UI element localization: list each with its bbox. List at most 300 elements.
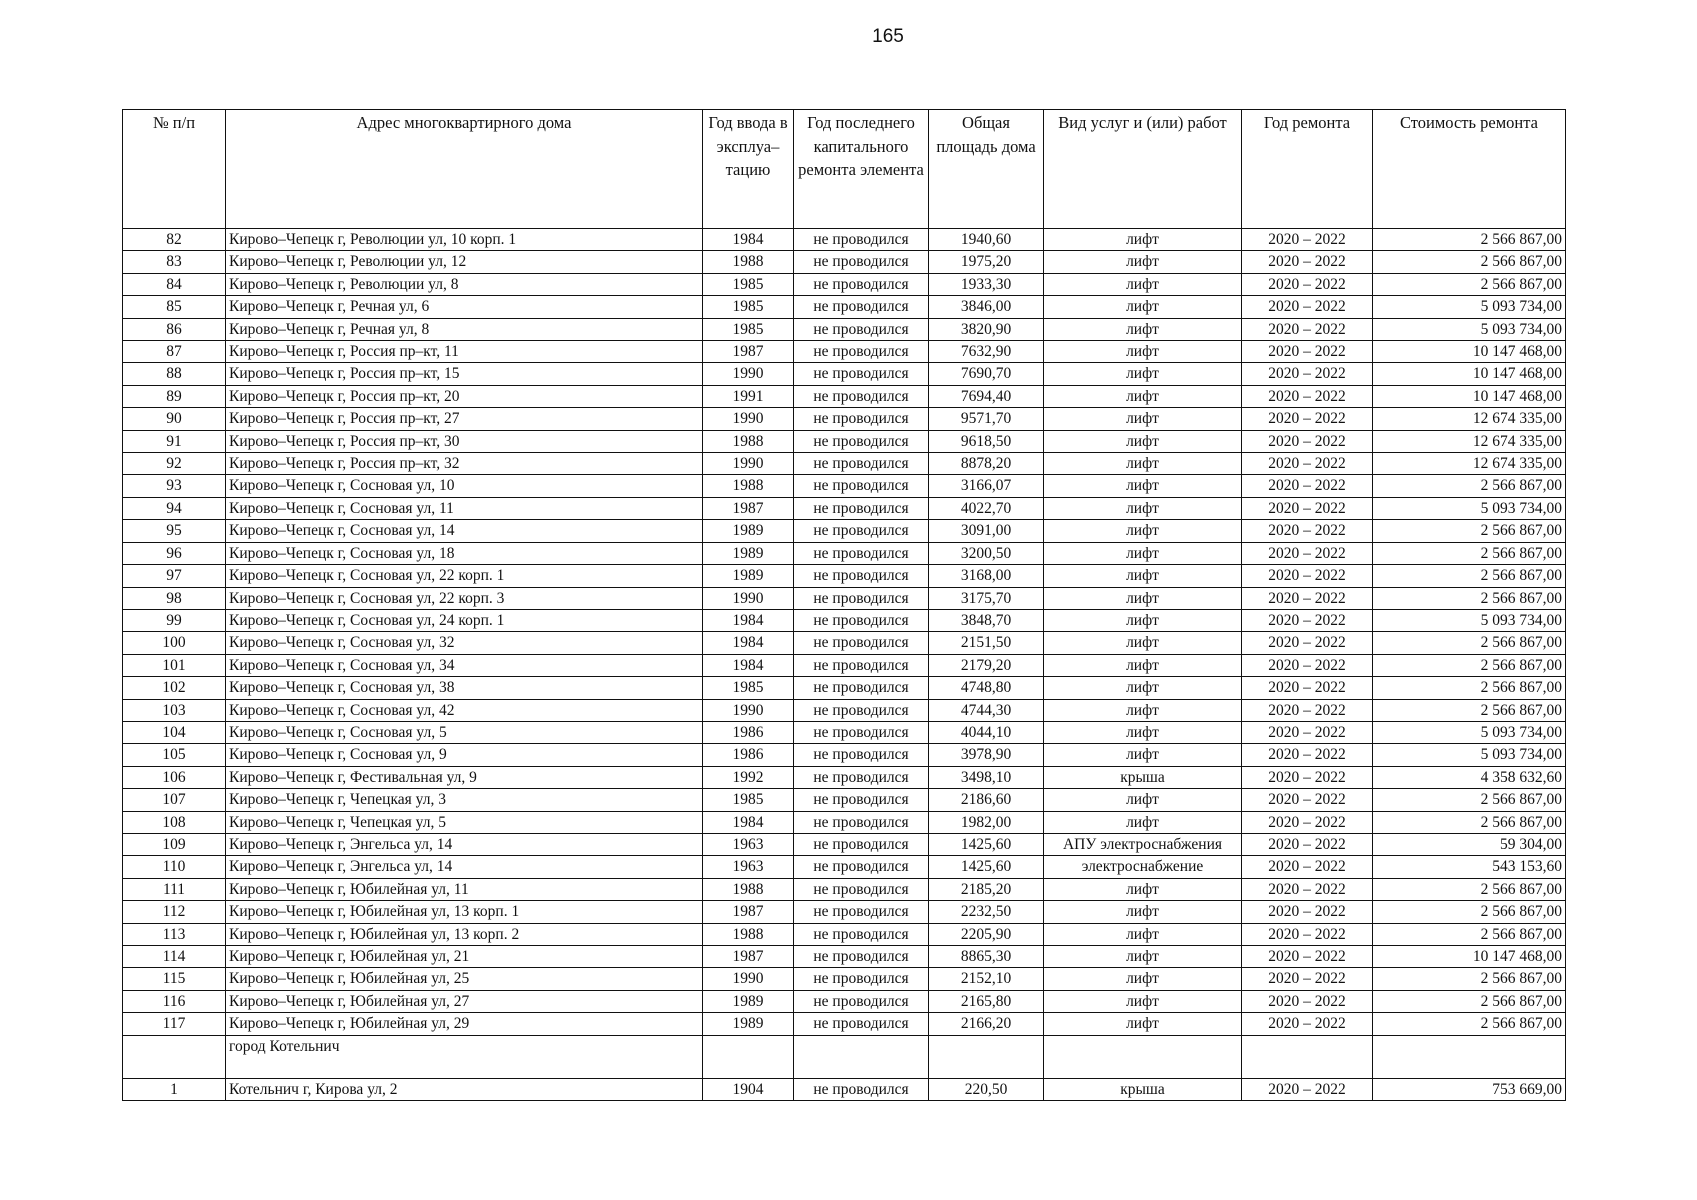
cell-repair-year: 2020 – 2022 [1242, 542, 1373, 564]
cell-cost: 2 566 867,00 [1373, 811, 1566, 833]
cell-repair-year: 2020 – 2022 [1242, 654, 1373, 676]
cell-area: 3498,10 [929, 766, 1044, 788]
cell-area: 3200,50 [929, 542, 1044, 564]
cell-cost: 10 147 468,00 [1373, 946, 1566, 968]
cell-area: 1940,60 [929, 229, 1044, 251]
cell-address: Кирово–Чепецк г, Россия пр–кт, 30 [226, 430, 703, 452]
cell-last-repair: не проводился [794, 385, 929, 407]
table-row [123, 811, 1566, 833]
cell-address: Кирово–Чепецк г, Фестивальная ул, 9 [226, 766, 703, 788]
cell-repair-year: 2020 – 2022 [1242, 721, 1373, 743]
cell-area: 3820,90 [929, 318, 1044, 340]
cell-number: 88 [123, 363, 226, 385]
section-empty-cell [123, 1035, 226, 1078]
cell-area: 3166,07 [929, 475, 1044, 497]
cell-repair-year: 2020 – 2022 [1242, 677, 1373, 699]
cell-commission-year: 1990 [703, 699, 794, 721]
cell-repair-year: 2020 – 2022 [1242, 565, 1373, 587]
cell-number: 114 [123, 946, 226, 968]
cell-cost: 2 566 867,00 [1373, 229, 1566, 251]
cell-commission-year: 1990 [703, 587, 794, 609]
cell-repair-year: 2020 – 2022 [1242, 699, 1373, 721]
cell-commission-year: 1984 [703, 609, 794, 631]
cell-commission-year: 1988 [703, 923, 794, 945]
cell-last-repair: не проводился [794, 430, 929, 452]
cell-cost: 2 566 867,00 [1373, 273, 1566, 295]
cell-service: лифт [1044, 565, 1242, 587]
cell-number: 113 [123, 923, 226, 945]
cell-commission-year: 1989 [703, 565, 794, 587]
cell-cost: 5 093 734,00 [1373, 609, 1566, 631]
cell-service: лифт [1044, 677, 1242, 699]
cell-service: лифт [1044, 408, 1242, 430]
cell-repair-year: 2020 – 2022 [1242, 251, 1373, 273]
cell-cost: 2 566 867,00 [1373, 878, 1566, 900]
cell-service: лифт [1044, 497, 1242, 519]
cell-repair-year: 2020 – 2022 [1242, 990, 1373, 1012]
cell-last-repair: не проводился [794, 990, 929, 1012]
cell-number: 93 [123, 475, 226, 497]
cell-cost: 753 669,00 [1373, 1078, 1566, 1100]
cell-area: 1425,60 [929, 833, 1044, 855]
cell-service: лифт [1044, 968, 1242, 990]
cell-number: 107 [123, 789, 226, 811]
cell-area: 3848,70 [929, 609, 1044, 631]
cell-address: Кирово–Чепецк г, Сосновая ул, 18 [226, 542, 703, 564]
cell-area: 1975,20 [929, 251, 1044, 273]
cell-commission-year: 1986 [703, 744, 794, 766]
cell-commission-year: 1984 [703, 229, 794, 251]
table-row [123, 833, 1566, 855]
cell-area: 3175,70 [929, 587, 1044, 609]
cell-cost: 10 147 468,00 [1373, 341, 1566, 363]
col-header-repair-cost: Стоимость ремонта [1373, 110, 1566, 229]
cell-address: Кирово–Чепецк г, Энгельса ул, 14 [226, 833, 703, 855]
cell-area: 3846,00 [929, 296, 1044, 318]
cell-address: Кирово–Чепецк г, Юбилейная ул, 25 [226, 968, 703, 990]
cell-commission-year: 1987 [703, 341, 794, 363]
cell-address: Кирово–Чепецк г, Россия пр–кт, 32 [226, 453, 703, 475]
cell-repair-year: 2020 – 2022 [1242, 1078, 1373, 1100]
cell-last-repair: не проводился [794, 677, 929, 699]
cell-last-repair: не проводился [794, 789, 929, 811]
cell-commission-year: 1985 [703, 677, 794, 699]
table-row [123, 766, 1566, 788]
cell-address: Кирово–Чепецк г, Сосновая ул, 42 [226, 699, 703, 721]
cell-area: 7690,70 [929, 363, 1044, 385]
cell-number: 102 [123, 677, 226, 699]
cell-last-repair: не проводился [794, 296, 929, 318]
table-row [123, 901, 1566, 923]
cell-cost: 2 566 867,00 [1373, 968, 1566, 990]
cell-address: Кирово–Чепецк г, Энгельса ул, 14 [226, 856, 703, 878]
cell-last-repair: не проводился [794, 1013, 929, 1035]
cell-cost: 2 566 867,00 [1373, 520, 1566, 542]
repair-table [122, 109, 1566, 1101]
cell-last-repair: не проводился [794, 565, 929, 587]
table-row [123, 721, 1566, 743]
cell-service: лифт [1044, 744, 1242, 766]
cell-cost: 2 566 867,00 [1373, 251, 1566, 273]
col-header-address: Адрес многоквартирного дома [226, 110, 703, 229]
table-row [123, 475, 1566, 497]
table-row [123, 1078, 1566, 1100]
cell-repair-year: 2020 – 2022 [1242, 811, 1373, 833]
cell-repair-year: 2020 – 2022 [1242, 273, 1373, 295]
table-row [123, 408, 1566, 430]
cell-repair-year: 2020 – 2022 [1242, 833, 1373, 855]
cell-address: Котельнич г, Кирова ул, 2 [226, 1078, 703, 1100]
cell-address: Кирово–Чепецк г, Чепецкая ул, 5 [226, 811, 703, 833]
cell-number: 84 [123, 273, 226, 295]
table-row [123, 789, 1566, 811]
cell-repair-year: 2020 – 2022 [1242, 318, 1373, 340]
cell-repair-year: 2020 – 2022 [1242, 408, 1373, 430]
cell-last-repair: не проводился [794, 229, 929, 251]
cell-last-repair: не проводился [794, 318, 929, 340]
cell-commission-year: 1988 [703, 878, 794, 900]
cell-repair-year: 2020 – 2022 [1242, 296, 1373, 318]
cell-address: Кирово–Чепецк г, Революции ул, 10 корп. 1 [226, 229, 703, 251]
cell-commission-year: 1990 [703, 968, 794, 990]
cell-service: электроснабжение [1044, 856, 1242, 878]
cell-number: 89 [123, 385, 226, 407]
cell-last-repair: не проводился [794, 363, 929, 385]
cell-cost: 2 566 867,00 [1373, 1013, 1566, 1035]
cell-repair-year: 2020 – 2022 [1242, 878, 1373, 900]
cell-service: лифт [1044, 811, 1242, 833]
cell-number: 115 [123, 968, 226, 990]
cell-last-repair: не проводился [794, 251, 929, 273]
cell-area: 7694,40 [929, 385, 1044, 407]
cell-cost: 2 566 867,00 [1373, 789, 1566, 811]
cell-last-repair: не проводился [794, 654, 929, 676]
cell-commission-year: 1984 [703, 632, 794, 654]
page-number: 165 [872, 26, 904, 47]
cell-address: Кирово–Чепецк г, Сосновая ул, 9 [226, 744, 703, 766]
cell-number: 94 [123, 497, 226, 519]
cell-service: лифт [1044, 1013, 1242, 1035]
table-row [123, 542, 1566, 564]
cell-number: 91 [123, 430, 226, 452]
cell-address: Кирово–Чепецк г, Россия пр–кт, 15 [226, 363, 703, 385]
cell-repair-year: 2020 – 2022 [1242, 632, 1373, 654]
cell-area: 3978,90 [929, 744, 1044, 766]
cell-last-repair: не проводился [794, 475, 929, 497]
cell-area: 2152,10 [929, 968, 1044, 990]
cell-commission-year: 1989 [703, 520, 794, 542]
cell-commission-year: 1985 [703, 296, 794, 318]
cell-repair-year: 2020 – 2022 [1242, 520, 1373, 542]
cell-last-repair: не проводился [794, 273, 929, 295]
cell-service: лифт [1044, 789, 1242, 811]
table-row [123, 632, 1566, 654]
cell-address: Кирово–Чепецк г, Чепецкая ул, 3 [226, 789, 703, 811]
cell-address: Кирово–Чепецк г, Юбилейная ул, 29 [226, 1013, 703, 1035]
cell-number: 86 [123, 318, 226, 340]
cell-area: 8878,20 [929, 453, 1044, 475]
cell-number: 104 [123, 721, 226, 743]
cell-cost: 12 674 335,00 [1373, 430, 1566, 452]
table-row [123, 923, 1566, 945]
cell-service: лифт [1044, 923, 1242, 945]
cell-number: 100 [123, 632, 226, 654]
cell-repair-year: 2020 – 2022 [1242, 587, 1373, 609]
cell-area: 2232,50 [929, 901, 1044, 923]
cell-last-repair: не проводился [794, 520, 929, 542]
cell-number: 116 [123, 990, 226, 1012]
cell-area: 1425,60 [929, 856, 1044, 878]
cell-service: лифт [1044, 430, 1242, 452]
cell-area: 2186,60 [929, 789, 1044, 811]
cell-number: 92 [123, 453, 226, 475]
cell-repair-year: 2020 – 2022 [1242, 1013, 1373, 1035]
cell-number: 112 [123, 901, 226, 923]
table-row [123, 520, 1566, 542]
cell-number: 83 [123, 251, 226, 273]
cell-address: Кирово–Чепецк г, Юбилейная ул, 13 корп. 1 [226, 901, 703, 923]
cell-service: лифт [1044, 385, 1242, 407]
cell-last-repair: не проводился [794, 721, 929, 743]
cell-commission-year: 1986 [703, 721, 794, 743]
cell-repair-year: 2020 – 2022 [1242, 341, 1373, 363]
cell-number: 82 [123, 229, 226, 251]
col-header-total-area: Общая площадь дома [929, 110, 1044, 229]
cell-area: 2165,80 [929, 990, 1044, 1012]
cell-repair-year: 2020 – 2022 [1242, 946, 1373, 968]
cell-last-repair: не проводился [794, 542, 929, 564]
table-row [123, 946, 1566, 968]
cell-address: Кирово–Чепецк г, Юбилейная ул, 27 [226, 990, 703, 1012]
cell-commission-year: 1989 [703, 1013, 794, 1035]
cell-area: 7632,90 [929, 341, 1044, 363]
cell-number: 103 [123, 699, 226, 721]
cell-number: 109 [123, 833, 226, 855]
col-header-commission-year: Год ввода в эксплуа–тацию [703, 110, 794, 229]
cell-area: 3091,00 [929, 520, 1044, 542]
cell-service: лифт [1044, 453, 1242, 475]
cell-cost: 12 674 335,00 [1373, 453, 1566, 475]
cell-cost: 2 566 867,00 [1373, 654, 1566, 676]
cell-number: 1 [123, 1078, 226, 1100]
cell-commission-year: 1985 [703, 318, 794, 340]
cell-area: 1933,30 [929, 273, 1044, 295]
cell-cost: 5 093 734,00 [1373, 721, 1566, 743]
cell-repair-year: 2020 – 2022 [1242, 856, 1373, 878]
cell-commission-year: 1963 [703, 833, 794, 855]
table-row [123, 990, 1566, 1012]
cell-area: 8865,30 [929, 946, 1044, 968]
cell-repair-year: 2020 – 2022 [1242, 901, 1373, 923]
cell-commission-year: 1990 [703, 453, 794, 475]
cell-number: 95 [123, 520, 226, 542]
cell-last-repair: не проводился [794, 453, 929, 475]
cell-area: 2179,20 [929, 654, 1044, 676]
cell-repair-year: 2020 – 2022 [1242, 968, 1373, 990]
cell-cost: 5 093 734,00 [1373, 296, 1566, 318]
cell-address: Кирово–Чепецк г, Сосновая ул, 11 [226, 497, 703, 519]
cell-commission-year: 1984 [703, 811, 794, 833]
cell-area: 2151,50 [929, 632, 1044, 654]
cell-service: лифт [1044, 273, 1242, 295]
table-header-row [123, 110, 1566, 229]
cell-address: Кирово–Чепецк г, Речная ул, 6 [226, 296, 703, 318]
section-empty-cell [1373, 1035, 1566, 1078]
cell-cost: 10 147 468,00 [1373, 363, 1566, 385]
cell-cost: 2 566 867,00 [1373, 565, 1566, 587]
section-empty-cell [794, 1035, 929, 1078]
cell-commission-year: 1990 [703, 363, 794, 385]
cell-service: лифт [1044, 609, 1242, 631]
table-row [123, 341, 1566, 363]
cell-area: 220,50 [929, 1078, 1044, 1100]
cell-commission-year: 1987 [703, 946, 794, 968]
cell-service: лифт [1044, 654, 1242, 676]
cell-last-repair: не проводился [794, 878, 929, 900]
table-row [123, 878, 1566, 900]
cell-cost: 2 566 867,00 [1373, 475, 1566, 497]
cell-repair-year: 2020 – 2022 [1242, 385, 1373, 407]
cell-last-repair: не проводился [794, 968, 929, 990]
cell-area: 4044,10 [929, 721, 1044, 743]
table-row [123, 654, 1566, 676]
col-header-service-type: Вид услуг и (или) работ [1044, 110, 1242, 229]
cell-last-repair: не проводился [794, 609, 929, 631]
cell-cost: 59 304,00 [1373, 833, 1566, 855]
cell-repair-year: 2020 – 2022 [1242, 453, 1373, 475]
cell-service: крыша [1044, 1078, 1242, 1100]
cell-repair-year: 2020 – 2022 [1242, 497, 1373, 519]
cell-last-repair: не проводился [794, 587, 929, 609]
cell-commission-year: 1989 [703, 542, 794, 564]
cell-last-repair: не проводился [794, 341, 929, 363]
cell-number: 101 [123, 654, 226, 676]
cell-cost: 2 566 867,00 [1373, 923, 1566, 945]
cell-address: Кирово–Чепецк г, Сосновая ул, 5 [226, 721, 703, 743]
cell-repair-year: 2020 – 2022 [1242, 744, 1373, 766]
cell-service: лифт [1044, 878, 1242, 900]
cell-cost: 2 566 867,00 [1373, 699, 1566, 721]
cell-commission-year: 1988 [703, 251, 794, 273]
cell-area: 2166,20 [929, 1013, 1044, 1035]
cell-last-repair: не проводился [794, 856, 929, 878]
cell-last-repair: не проводился [794, 408, 929, 430]
cell-address: Кирово–Чепецк г, Сосновая ул, 24 корп. 1 [226, 609, 703, 631]
cell-address: Кирово–Чепецк г, Юбилейная ул, 11 [226, 878, 703, 900]
cell-repair-year: 2020 – 2022 [1242, 609, 1373, 631]
cell-cost: 2 566 867,00 [1373, 677, 1566, 699]
section-empty-cell [1044, 1035, 1242, 1078]
cell-last-repair: не проводился [794, 744, 929, 766]
cell-service: лифт [1044, 587, 1242, 609]
cell-last-repair: не проводился [794, 923, 929, 945]
cell-number: 85 [123, 296, 226, 318]
cell-number: 97 [123, 565, 226, 587]
cell-number: 99 [123, 609, 226, 631]
cell-address: Кирово–Чепецк г, Россия пр–кт, 27 [226, 408, 703, 430]
cell-number: 108 [123, 811, 226, 833]
cell-area: 4748,80 [929, 677, 1044, 699]
cell-service: лифт [1044, 901, 1242, 923]
cell-area: 2185,20 [929, 878, 1044, 900]
table-row [123, 699, 1566, 721]
cell-area: 9618,50 [929, 430, 1044, 452]
table-row [123, 497, 1566, 519]
cell-address: Кирово–Чепецк г, Речная ул, 8 [226, 318, 703, 340]
cell-address: Кирово–Чепецк г, Сосновая ул, 22 корп. 1 [226, 565, 703, 587]
table-row [123, 251, 1566, 273]
cell-commission-year: 1985 [703, 273, 794, 295]
cell-service: лифт [1044, 475, 1242, 497]
cell-cost: 2 566 867,00 [1373, 990, 1566, 1012]
table-row [123, 296, 1566, 318]
section-empty-cell [703, 1035, 794, 1078]
table-row [123, 430, 1566, 452]
cell-service: лифт [1044, 990, 1242, 1012]
cell-address: Кирово–Чепецк г, Сосновая ул, 38 [226, 677, 703, 699]
cell-service: лифт [1044, 318, 1242, 340]
cell-number: 106 [123, 766, 226, 788]
table-row [123, 744, 1566, 766]
table-row [123, 229, 1566, 251]
cell-cost: 2 566 867,00 [1373, 901, 1566, 923]
table-row [123, 273, 1566, 295]
table-row [123, 565, 1566, 587]
cell-commission-year: 1987 [703, 901, 794, 923]
cell-commission-year: 1963 [703, 856, 794, 878]
cell-area: 1982,00 [929, 811, 1044, 833]
cell-commission-year: 1990 [703, 408, 794, 430]
cell-address: Кирово–Чепецк г, Сосновая ул, 10 [226, 475, 703, 497]
cell-service: лифт [1044, 296, 1242, 318]
cell-address: Кирово–Чепецк г, Революции ул, 12 [226, 251, 703, 273]
cell-address: Кирово–Чепецк г, Россия пр–кт, 11 [226, 341, 703, 363]
cell-service: лифт [1044, 341, 1242, 363]
cell-last-repair: не проводился [794, 766, 929, 788]
cell-repair-year: 2020 – 2022 [1242, 475, 1373, 497]
cell-commission-year: 1992 [703, 766, 794, 788]
cell-last-repair: не проводился [794, 811, 929, 833]
cell-commission-year: 1987 [703, 497, 794, 519]
cell-commission-year: 1985 [703, 789, 794, 811]
col-header-repair-year: Год ремонта [1242, 110, 1373, 229]
table-row [123, 609, 1566, 631]
cell-number: 90 [123, 408, 226, 430]
cell-repair-year: 2020 – 2022 [1242, 229, 1373, 251]
col-header-last-repair-year: Год последнего капитального ремонта элемента [794, 110, 929, 229]
cell-service: лифт [1044, 542, 1242, 564]
section-empty-cell [929, 1035, 1044, 1078]
cell-cost: 5 093 734,00 [1373, 318, 1566, 340]
cell-number: 87 [123, 341, 226, 363]
cell-last-repair: не проводился [794, 632, 929, 654]
cell-address: Кирово–Чепецк г, Сосновая ул, 14 [226, 520, 703, 542]
cell-area: 4022,70 [929, 497, 1044, 519]
cell-service: лифт [1044, 363, 1242, 385]
cell-area: 9571,70 [929, 408, 1044, 430]
cell-address: Кирово–Чепецк г, Революции ул, 8 [226, 273, 703, 295]
table-row [123, 385, 1566, 407]
cell-cost: 2 566 867,00 [1373, 632, 1566, 654]
table-row [123, 587, 1566, 609]
section-empty-cell [1242, 1035, 1373, 1078]
cell-repair-year: 2020 – 2022 [1242, 430, 1373, 452]
cell-address: Кирово–Чепецк г, Сосновая ул, 32 [226, 632, 703, 654]
cell-area: 2205,90 [929, 923, 1044, 945]
cell-repair-year: 2020 – 2022 [1242, 766, 1373, 788]
cell-number: 110 [123, 856, 226, 878]
table-body [123, 229, 1566, 1101]
